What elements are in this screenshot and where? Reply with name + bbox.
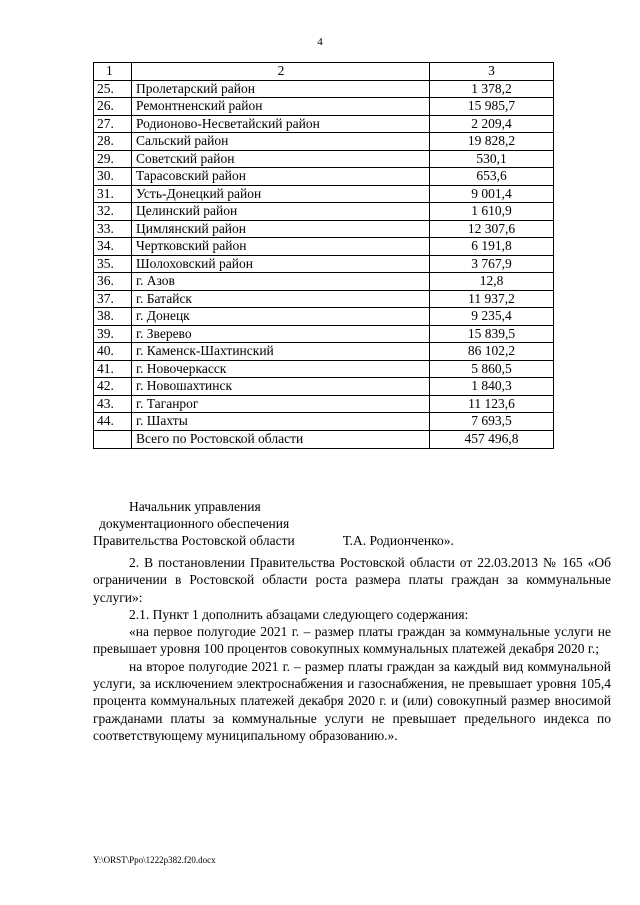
- table-row: [94, 203, 554, 221]
- paragraph: на второе полугодие 2021 г. – размер платы граждан за каждый вид коммунальной услуги, за исключением электроснабжения и газоснабжения, не превышает уровня 105,4 процента коммунальных платежей декабря 2020 г. и (или) совокупный размер вносимой гражданами платы за коммунальные услуги не превышает предельного индекса по соответствующему муниципальному образованию.».: [93, 658, 611, 743]
- row-value: 15 839,5: [430, 325, 554, 343]
- table-row: [94, 343, 554, 361]
- row-name: Шолоховский район: [132, 255, 430, 273]
- row-name: г. Зверево: [132, 325, 430, 343]
- row-name: Пролетарский район: [132, 80, 430, 98]
- row-value: 6 191,8: [430, 238, 554, 256]
- row-number: 26.: [94, 98, 132, 116]
- table-row: [94, 238, 554, 256]
- row-name: Чертковский район: [132, 238, 430, 256]
- row-name: Всего по Ростовской области: [132, 430, 430, 448]
- row-value: 653,6: [430, 168, 554, 186]
- row-name: Целинский район: [132, 203, 430, 221]
- row-value: 1 378,2: [430, 80, 554, 98]
- signature-org-line: [93, 532, 513, 549]
- row-number: 44.: [94, 413, 132, 431]
- table-row: [94, 395, 554, 413]
- row-number: 33.: [94, 220, 132, 238]
- table-header-row: [94, 63, 554, 81]
- row-value: 457 496,8: [430, 430, 554, 448]
- row-value: 5 860,5: [430, 360, 554, 378]
- row-value: 9 235,4: [430, 308, 554, 326]
- row-name: г. Новошахтинск: [132, 378, 430, 396]
- header-cell: 2: [132, 63, 430, 81]
- table-row: [94, 80, 554, 98]
- row-name: г. Азов: [132, 273, 430, 291]
- row-name: г. Батайск: [132, 290, 430, 308]
- data-table: [93, 62, 554, 449]
- table-row: [94, 133, 554, 151]
- row-number: 29.: [94, 150, 132, 168]
- row-number: 38.: [94, 308, 132, 326]
- row-number: 30.: [94, 168, 132, 186]
- row-name: Усть-Донецкий район: [132, 185, 430, 203]
- paragraph: 2. В постановлении Правительства Ростовской области от 22.03.2013 № 165 «Об ограничении в Ростовской области роста размера платы граждан за коммунальные услуги»:: [93, 555, 611, 605]
- table-row: [94, 360, 554, 378]
- row-value: 1 840,3: [430, 378, 554, 396]
- table-row: [94, 115, 554, 133]
- row-number: 25.: [94, 80, 132, 98]
- row-name: г. Шахты: [132, 413, 430, 431]
- row-number: 32.: [94, 203, 132, 221]
- table-row: [94, 255, 554, 273]
- row-name: г. Новочеркасск: [132, 360, 430, 378]
- row-value: 12 307,6: [430, 220, 554, 238]
- table-row: [94, 185, 554, 203]
- row-number: 34.: [94, 238, 132, 256]
- table-row: [94, 150, 554, 168]
- table-row: [94, 308, 554, 326]
- row-value: 1 610,9: [430, 203, 554, 221]
- paragraph: 2.1. Пункт 1 дополнить абзацами следующего содержания:: [129, 606, 469, 622]
- row-number: 43.: [94, 395, 132, 413]
- row-value: 11 937,2: [430, 290, 554, 308]
- row-name: г. Донецк: [132, 308, 430, 326]
- row-number: [94, 430, 132, 448]
- table-row: [94, 290, 554, 308]
- row-name: Тарасовский район: [132, 168, 430, 186]
- table-row: [94, 98, 554, 116]
- row-number: 36.: [94, 273, 132, 291]
- row-value: 9 001,4: [430, 185, 554, 203]
- file-path-footer: Y:\ORST\Ppo\1222p382.f20.docx: [93, 855, 216, 865]
- row-value: 12,8: [430, 273, 554, 291]
- row-name: г. Каменск-Шахтинский: [132, 343, 430, 361]
- row-number: 37.: [94, 290, 132, 308]
- row-value: 2 209,4: [430, 115, 554, 133]
- row-name: Советский район: [132, 150, 430, 168]
- row-number: 27.: [94, 115, 132, 133]
- row-number: 41.: [94, 360, 132, 378]
- table-row: [94, 220, 554, 238]
- row-value: 15 985,7: [430, 98, 554, 116]
- row-value: 7 693,5: [430, 413, 554, 431]
- row-number: 31.: [94, 185, 132, 203]
- row-number: 40.: [94, 343, 132, 361]
- row-name: г. Таганрог: [132, 395, 430, 413]
- row-number: 42.: [94, 378, 132, 396]
- signature-name: Т.А. Родионченко».: [342, 533, 454, 548]
- table-row: [94, 378, 554, 396]
- row-value: 11 123,6: [430, 395, 554, 413]
- signature-position: Начальник управления: [129, 499, 261, 514]
- header-cell: 1: [94, 63, 132, 81]
- row-name: Родионово-Несветайский район: [132, 115, 430, 133]
- body-text: [93, 554, 611, 744]
- row-number: 28.: [94, 133, 132, 151]
- row-name: Сальский район: [132, 133, 430, 151]
- signature-organization: Правительства Ростовской области: [93, 533, 295, 548]
- table-row: [94, 168, 554, 186]
- row-value: 86 102,2: [430, 343, 554, 361]
- table-row: [94, 413, 554, 431]
- table-row: [94, 273, 554, 291]
- table-total-row: [94, 430, 554, 448]
- table-row: [94, 325, 554, 343]
- paragraph: «на первое полугодие 2021 г. – размер платы граждан за коммунальные услуги не превышает уровня 100 процентов совокупных коммунальных платежей декабря 2020 г.;: [93, 624, 611, 657]
- row-name: Цимлянский район: [132, 220, 430, 238]
- row-number: 39.: [94, 325, 132, 343]
- row-value: 530,1: [430, 150, 554, 168]
- table-body: [94, 63, 554, 449]
- header-cell: 3: [430, 63, 554, 81]
- row-name: Ремонтненский район: [132, 98, 430, 116]
- row-value: 19 828,2: [430, 133, 554, 151]
- row-number: 35.: [94, 255, 132, 273]
- signature-block: [93, 498, 513, 549]
- signature-department: документационного обеспечения: [99, 516, 290, 531]
- row-value: 3 767,9: [430, 255, 554, 273]
- page-number: 4: [317, 36, 323, 48]
